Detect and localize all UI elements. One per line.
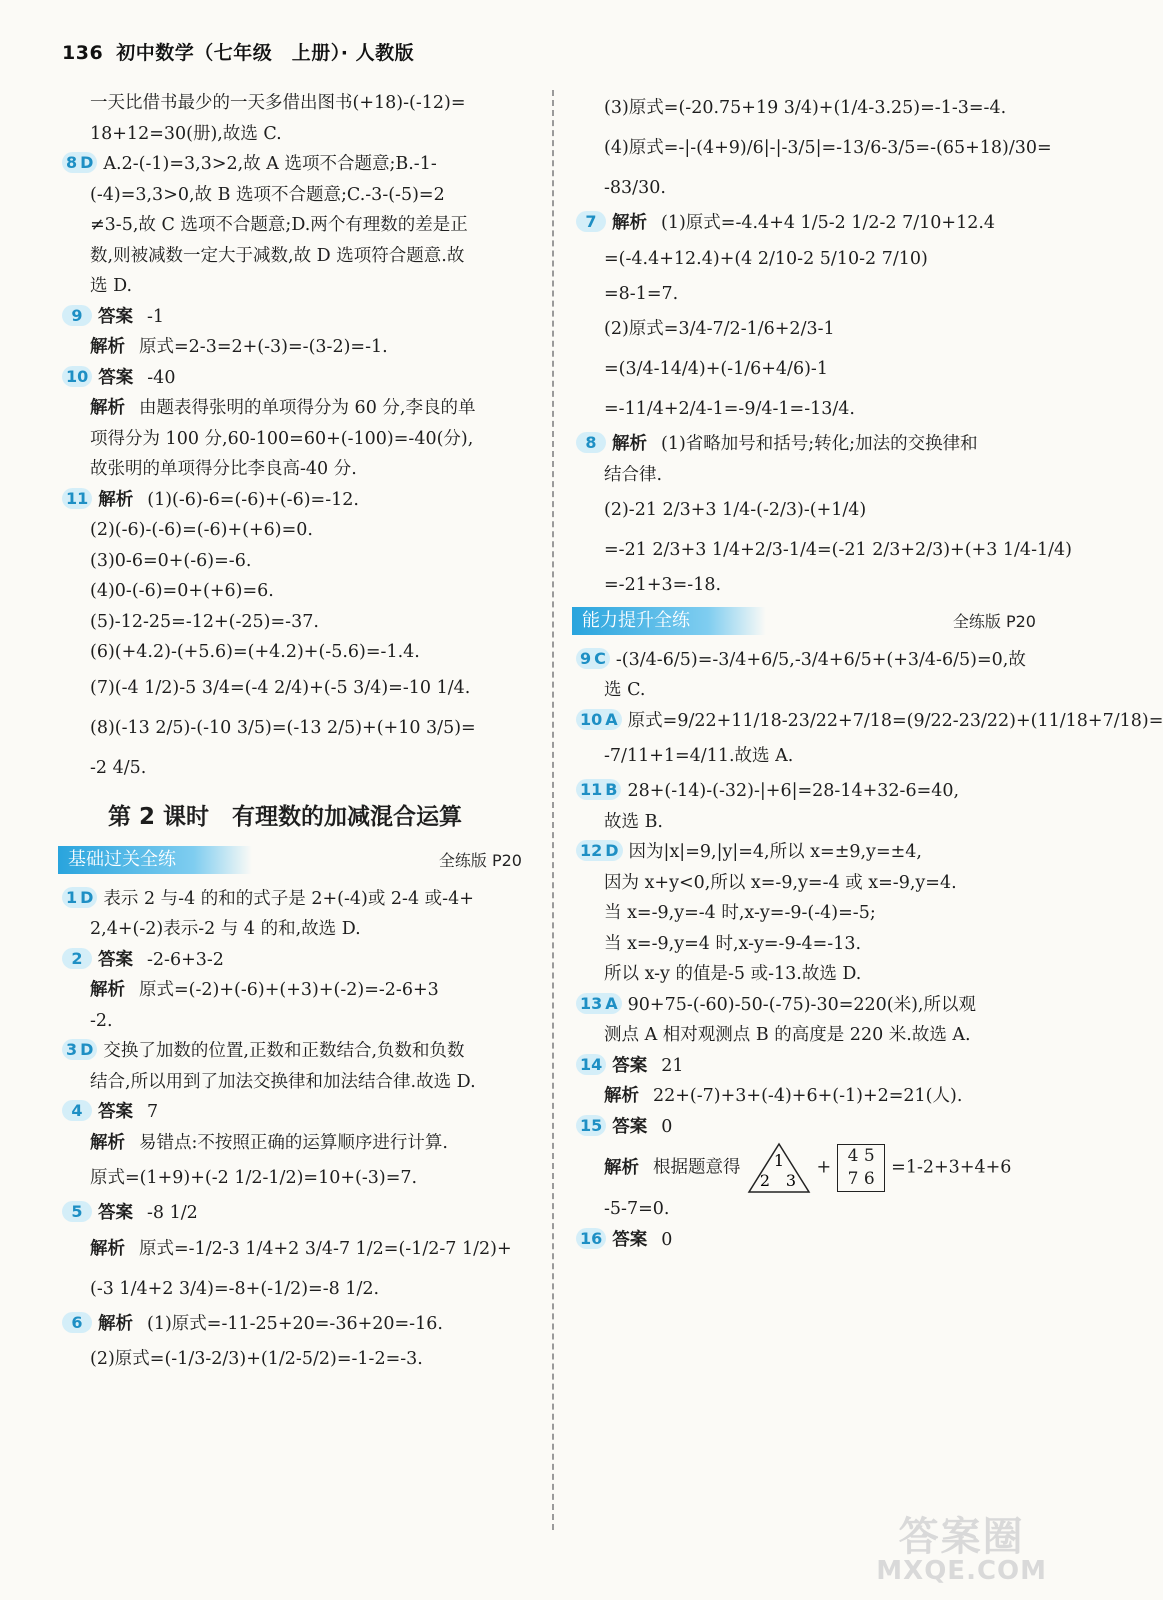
answer-item: [576, 776, 1052, 807]
line-text: (7)(-4 1/2)-5 3/4=(-4 2/4)+(-5 3/4)=-10 1/4.: [90, 677, 471, 698]
square-number: 7: [847, 1169, 859, 1189]
right-column: [576, 88, 1163, 1255]
line-text: (3)原式=(-20.75+19 3/4)+(1/4-3.25)=-1-3=-4.: [604, 98, 1007, 118]
answer-item: [576, 1112, 1052, 1143]
answer-line: [576, 1020, 1052, 1051]
answer-line: [576, 349, 1052, 389]
answer-line: [62, 668, 538, 708]
line-text: 项得分为 100 分,60-100=60+(-100)=-40(分),: [90, 428, 474, 449]
line-text: ≠3-5,故 C 选项不合题意;D.两个有理数的差是正: [90, 215, 468, 235]
line-text: 一天比借书最少的一天多借出图书(+18)-(-12)=: [90, 93, 466, 113]
answer-line: [62, 1128, 538, 1159]
line-text: =-11/4+2/4-1=-9/4-1=-13/4.: [604, 399, 855, 419]
answer-item: [576, 208, 1052, 239]
banner-label: 能力提升全练: [572, 607, 766, 635]
answer-line: [62, 424, 538, 455]
line-text: 0: [661, 1116, 673, 1137]
answer-line: [576, 128, 1052, 168]
question-number-badge: [576, 709, 622, 730]
answer-line: [576, 570, 1052, 601]
section-title: 第 2 课时 有理数的加减混合运算: [108, 803, 463, 830]
label-keyword: 解析: [98, 1313, 133, 1334]
answer-line: [62, 515, 538, 546]
answer-line: [576, 929, 1052, 960]
label-keyword: 答案: [98, 1203, 133, 1223]
answer-item: [62, 1198, 538, 1229]
question-number-badge: [62, 1201, 92, 1222]
question-number-badge: [576, 1054, 606, 1075]
choice-answer: D: [605, 841, 619, 860]
label-keyword: 解析: [604, 1157, 639, 1178]
line-text: -7/11+1=4/11.故选 A.: [604, 746, 794, 766]
label-keyword: 答案: [98, 949, 133, 970]
answer-line: [576, 460, 1052, 491]
answer-item: [576, 706, 1163, 737]
answer-item: [576, 1051, 1052, 1082]
question-number-badge: [576, 211, 606, 232]
line-text: (2)-21 2/3+3 1/4-(-2/3)-(+1/4): [604, 500, 867, 520]
line-text: =-21+3=-18.: [604, 575, 722, 595]
banner-page-ref: 全练版 P20: [952, 611, 1036, 631]
line-text: 选 C.: [604, 680, 646, 700]
answer-line: [62, 1339, 538, 1379]
line-text: 28+(-14)-(-32)-|+6|=28-14+32-6=40,: [627, 781, 960, 801]
line-text: (1)原式=-11-25+20=-36+20=-16.: [147, 1313, 443, 1334]
triangle-number: 2: [759, 1171, 770, 1190]
square-number: 5: [863, 1146, 875, 1166]
answer-line: [62, 210, 538, 241]
answer-line: [576, 1081, 1052, 1112]
line-text: (-3 1/4+2 3/4)=-8+(-1/2)=-8 1/2.: [90, 1278, 380, 1299]
question-number: 3: [66, 1040, 78, 1059]
answer-item: [62, 1036, 538, 1067]
square-number: 4: [847, 1146, 859, 1166]
line-text: (1)(-6)-6=(-6)+(-6)=-12.: [147, 489, 359, 510]
line-text: 22+(-7)+3+(-4)+6+(-1)+2=21(人).: [653, 1086, 963, 1106]
triangle-number: 3: [785, 1171, 796, 1190]
answer-line: [62, 708, 538, 748]
label-keyword: 解析: [90, 1132, 125, 1153]
line-text: 故选 B.: [604, 811, 663, 832]
answer-line: [62, 393, 538, 424]
question-number-badge: [576, 993, 622, 1014]
line-text: -83/30.: [604, 178, 666, 198]
line-text: (2)(-6)-(-6)=(-6)+(+6)=0.: [90, 520, 313, 540]
answer-item: [576, 645, 1052, 676]
line-text: (4)原式=-|-(4+9)/6|-|-3/5|=-13/6-3/5=-(65+18)/30=: [604, 138, 1052, 158]
line-text: 原式=9/22+11/18-23/22+7/18=(9/22-23/22)+(11/18+7/18)=: [627, 710, 1163, 731]
answer-line: [576, 279, 1052, 310]
answer-line: [62, 748, 538, 788]
choice-answer: B: [605, 780, 618, 799]
answer-line: [62, 454, 538, 485]
question-number: 11: [66, 488, 89, 508]
answer-item: [576, 1225, 1052, 1256]
line-text: 测点 A 相对观测点 B 的高度是 220 米.故选 A.: [604, 1025, 971, 1045]
line-text: (1)省略加号和括号;转化;加法的交换律和: [661, 434, 978, 454]
line-text: 0: [661, 1229, 673, 1250]
answer-line: [62, 546, 538, 577]
question-number-badge: [62, 1100, 92, 1121]
answer-item: [576, 990, 1052, 1021]
line-text: 易错点:不按照正确的运算顺序进行计算.: [139, 1132, 448, 1153]
question-number: 16: [580, 1228, 603, 1248]
question-number-badge: [62, 366, 92, 387]
question-number-badge: [62, 1039, 97, 1060]
label-keyword: 答案: [98, 306, 133, 327]
question-number-badge: [576, 648, 610, 669]
line-text: 故张明的单项得分比李良高-40 分.: [90, 459, 357, 479]
question-number-badge: [576, 432, 606, 453]
banner-page-ref: 全练版 P20: [438, 850, 522, 870]
choice-answer: D: [80, 1040, 94, 1059]
choice-answer: D: [80, 153, 94, 172]
label-keyword: 答案: [612, 1229, 648, 1250]
question-number-badge: [62, 1312, 92, 1333]
line-text: (5)-12-25=-12+(-25)=-37.: [90, 611, 319, 632]
line-text: -(3/4-6/5)=-3/4+6/5,-3/4+6/5+(+3/4-6/5)=0,故: [615, 649, 1026, 670]
question-number: 9: [580, 648, 592, 668]
section-banner: [62, 844, 538, 880]
left-column: [62, 88, 538, 1379]
line-text: (4)0-(-6)=0+(+6)=6.: [90, 581, 274, 601]
square-figure: [837, 1144, 885, 1192]
answer-line: [62, 271, 538, 302]
line-text: -1: [147, 306, 165, 327]
answer-line: [576, 389, 1052, 429]
line-text: 原式=(-2)+(-6)+(+3)+(-2)=-2-6+3: [139, 980, 439, 1000]
line-text: 原式=(1+9)+(-2 1/2-1/2)=10+(-3)=7.: [90, 1168, 418, 1188]
section-banner: [576, 605, 1052, 641]
choice-answer: C: [594, 648, 606, 668]
line-text: (1)原式=-4.4+4 1/5-2 1/2-2 7/10+12.4: [661, 213, 996, 233]
line-text: -40: [147, 367, 176, 388]
answer-line: [62, 1006, 538, 1037]
line-text: 原式=2-3=2+(-3)=-(3-2)=-1.: [139, 337, 388, 357]
line-text: -2-6+3-2: [147, 949, 224, 970]
answer-line: [62, 914, 538, 945]
line-text: 选 D.: [90, 276, 133, 296]
question-number: 8: [585, 433, 597, 452]
question-number-badge: [62, 887, 97, 908]
answer-line: [62, 576, 538, 607]
line-text: =(-4.4+12.4)+(4 2/10-2 5/10-2 7/10): [604, 248, 928, 269]
answer-line: [576, 1142, 1052, 1194]
answer-line: [576, 530, 1072, 570]
square-number: 6: [863, 1169, 875, 1189]
label-keyword: 答案: [612, 1116, 648, 1137]
line-text: (2)原式=(-1/3-2/3)+(1/2-5/2)=-1-2=-3.: [90, 1349, 423, 1369]
question-number: 4: [71, 1101, 83, 1120]
line-text: -8 1/2: [147, 1203, 198, 1223]
answer-line: [62, 180, 538, 211]
question-number-badge: [576, 1228, 606, 1249]
answer-line: [576, 1194, 1052, 1225]
question-number: 6: [71, 1312, 83, 1332]
book-title: 初中数学（七年级 上册）· 人教版: [116, 42, 415, 64]
line-text: 交换了加数的位置,正数和正数结合,负数和负数: [103, 1041, 465, 1061]
answer-line: [62, 332, 538, 363]
line-text: -2 4/5.: [90, 757, 147, 778]
question-number: 14: [580, 1054, 603, 1074]
line-text: =-21 2/3+3 1/4+2/3-1/4=(-21 2/3+2/3)+(+3 1/4-1/4): [604, 540, 1072, 560]
question-number: 7: [585, 212, 597, 231]
label-keyword: 解析: [612, 213, 647, 233]
answer-line: [62, 1229, 538, 1269]
figure-lead-text: 根据题意得: [653, 1157, 741, 1178]
answer-line: [62, 119, 538, 150]
answer-line: [62, 607, 538, 638]
answer-line: [62, 1269, 538, 1309]
triangle-number: 1: [773, 1151, 784, 1170]
line-text: 原式=-1/2-3 1/4+2 3/4-7 1/2=(-1/2-7 1/2)+: [139, 1238, 512, 1259]
question-number-badge: [62, 152, 97, 173]
question-number: 10: [580, 709, 603, 729]
line-text: 结合律.: [604, 464, 663, 485]
line-text: (2)原式=3/4-7/2-1/6+2/3-1: [604, 319, 835, 339]
label-keyword: 答案: [612, 1055, 648, 1076]
answer-item: [62, 363, 538, 394]
line-text: -5-7=0.: [604, 1199, 670, 1219]
line-text: 当 x=-9,y=4 时,x-y=-9-4=-13.: [604, 933, 862, 954]
question-number-badge: [576, 779, 621, 800]
page-header: [62, 38, 414, 65]
banner-label: 基础过关全练: [58, 846, 252, 874]
question-number-badge: [62, 305, 92, 326]
line-text: 表示 2 与-4 的和的式子是 2+(-4)或 2-4 或-4+: [103, 888, 474, 909]
question-number: 5: [71, 1202, 83, 1221]
answer-item: [576, 429, 1052, 460]
line-text: 结合,所以用到了加法交换律和加法结合律.故选 D.: [90, 1071, 476, 1092]
answer-line: [62, 1067, 538, 1098]
question-number: 13: [580, 993, 603, 1013]
answer-line: [576, 239, 1052, 279]
line-text: 18+12=30(册),故选 C.: [90, 123, 282, 144]
question-number: 1: [66, 887, 78, 907]
label-keyword: 解析: [604, 1086, 639, 1106]
choice-answer: D: [80, 887, 94, 907]
line-text: 2,4+(-2)表示-2 与 4 的和,故选 D.: [90, 919, 361, 939]
question-number: 9: [71, 305, 83, 325]
line-text: 由题表得张明的单项得分为 60 分,李良的单: [139, 398, 476, 418]
answer-line: [62, 241, 538, 272]
answer-item: [62, 1097, 538, 1128]
line-text: 因为|x|=9,|y|=4,所以 x=±9,y=±4,: [628, 842, 922, 862]
answer-item: [576, 837, 1052, 868]
label-keyword: 解析: [612, 434, 647, 454]
label-keyword: 解析: [90, 980, 125, 1000]
answer-line: [62, 1158, 538, 1198]
answer-item: [62, 302, 538, 333]
answer-line: [576, 959, 1052, 990]
answer-line: [576, 675, 1052, 706]
answer-line: [62, 975, 538, 1006]
question-number: 15: [580, 1115, 603, 1135]
answer-line: [576, 736, 1052, 776]
line-text: 21: [661, 1055, 684, 1076]
line-text: (6)(+4.2)-(+5.6)=(+4.2)+(-5.6)=-1.4.: [90, 642, 420, 662]
choice-answer: A: [605, 709, 618, 729]
watermark: [876, 1505, 1047, 1586]
line-text: 7: [147, 1102, 159, 1122]
line-text: 因为 x+y<0,所以 x=-9,y=-4 或 x=-9,y=4.: [604, 872, 957, 893]
answer-line: [576, 490, 1052, 530]
answer-item: [62, 149, 538, 180]
question-number: 12: [580, 841, 603, 860]
figure-operator: +: [816, 1157, 832, 1178]
label-keyword: 解析: [98, 489, 134, 510]
question-number: 2: [71, 948, 83, 968]
answer-line: [576, 898, 1052, 929]
question-number-badge: [62, 488, 92, 509]
label-keyword: 解析: [90, 1238, 125, 1259]
answer-line: [576, 309, 1052, 349]
answer-line: [576, 88, 1052, 128]
line-text: 所以 x-y 的值是-5 或-13.故选 D.: [604, 964, 862, 984]
question-number-badge: [576, 840, 623, 861]
label-keyword: 解析: [90, 337, 125, 357]
line-text: A.2-(-1)=3,3>2,故 A 选项不合题意;B.-1-: [103, 154, 437, 174]
label-keyword: 答案: [98, 367, 134, 388]
answer-line: [576, 868, 1052, 899]
line-text: (3)0-6=0+(-6)=-6.: [90, 550, 252, 571]
line-text: 当 x=-9,y=-4 时,x-y=-9-(-4)=-5;: [604, 903, 876, 923]
page-number: 136: [62, 42, 104, 64]
line-text: -2.: [90, 1010, 113, 1031]
answer-line: [62, 637, 538, 668]
answer-line: [576, 168, 1052, 208]
answer-line: [62, 88, 538, 119]
question-number-badge: [576, 1115, 606, 1136]
question-number: 11: [580, 780, 603, 799]
label-keyword: 答案: [98, 1102, 133, 1122]
column-divider: [552, 90, 554, 1530]
line-text: (8)(-13 2/5)-(-10 3/5)=(-13 2/5)+(+10 3/5)=: [90, 717, 476, 738]
watermark-line-2: MXQE.COM: [876, 1556, 1047, 1586]
figure-result: =1-2+3+4+6: [891, 1157, 1012, 1178]
line-text: =8-1=7.: [604, 283, 679, 304]
question-number: 8: [66, 153, 78, 172]
triangle-figure: [747, 1142, 811, 1194]
question-number-badge: [62, 948, 92, 969]
answer-item: [62, 1309, 538, 1340]
line-text: =(3/4-14/4)+(-1/6+4/6)-1: [604, 359, 828, 379]
line-text: 90+75-(-60)-50-(-75)-30=220(米),所以观: [627, 994, 976, 1015]
answer-line: [576, 807, 1052, 838]
choice-answer: A: [605, 993, 618, 1013]
line-text: (-4)=3,3>0,故 B 选项不合题意;C.-3-(-5)=2: [90, 184, 445, 205]
line-text: 数,则被减数一定大于减数,故 D 选项符合题意.故: [90, 245, 465, 266]
question-number: 10: [66, 366, 89, 386]
answer-item: [62, 884, 538, 915]
answer-item: [62, 485, 538, 516]
watermark-line-1: 答案圈: [898, 1514, 1025, 1560]
label-keyword: 解析: [90, 398, 125, 418]
answer-item: [62, 945, 538, 976]
